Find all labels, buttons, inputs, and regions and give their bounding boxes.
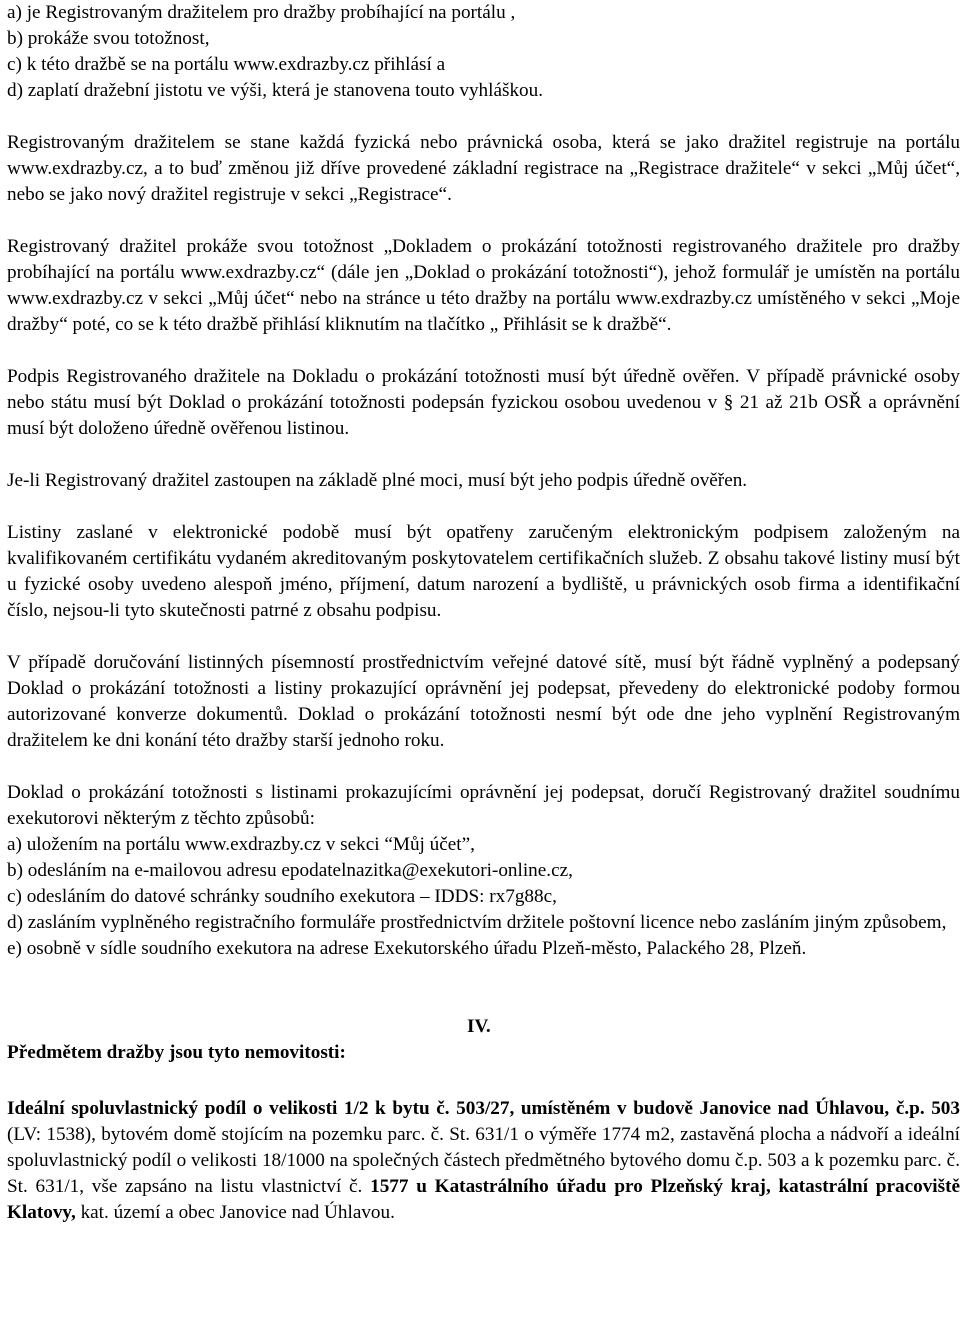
section-header bbox=[7, 1014, 960, 1070]
paragraph-delivery-methods-intro: Doklad o prokázání totožnosti s listinami prokazujícími oprávnění jej podepsat, doručí Registrovaný dražitel soudnímu exekutorovi některým z těchto způsobů: bbox=[7, 782, 960, 829]
property-location: kat. území a obec Janovice nad Úhlavou. bbox=[75, 1202, 395, 1223]
paragraph-electronic-documents: Listiny zaslané v elektronické podobě musí být opatřeny zaručeným elektronickým podpisem založeným na kvalifikovaném certifikátu vydaném akreditovaným poskytovatelem certifikačních služeb. Z obsahu takové listiny musí být u fyzické osoby uvedeno alespoň jméno, příjmení, datum narození a bydliště, u právnických osob firma a identifikační číslo, nejsou-li tyto skutečnosti patrné z obsahu podpisu. bbox=[7, 522, 960, 621]
property-title: Ideální spoluvlastnický podíl o velikosti 1/2 k bytu č. 503/27, umístěném v budově Janovice nad Úhlavou, č.p. 503 bbox=[7, 1098, 960, 1119]
property-cadastre: 1577 u Katastrálního úřadu pro Plzeňský kraj, katastrální pracoviště Klatovy, bbox=[7, 1176, 960, 1223]
list-item: d) zaplatí dražební jistotu ve výši, která je stanovena touto vyhláškou. bbox=[7, 80, 544, 101]
list-item: b) prokáže svou totožnost, bbox=[7, 28, 210, 49]
list-item: a) uložením na portálu www.exdrazby.cz v sekci “Můj účet”, bbox=[7, 834, 475, 855]
list-item: e) osobně v sídle soudního exekutora na adrese Exekutorského úřadu Plzeň-město, Palackého 28, Plzeň. bbox=[7, 938, 807, 959]
list-item: d) zasláním vyplněného registračního formuláře prostřednictvím držitele poštovní licence nebo zasláním jiným způsobem, bbox=[7, 912, 947, 933]
paragraph-signature: Podpis Registrovaného dražitele na Dokladu o prokázání totožnosti musí být úředně ověřen. V případě právnické osoby nebo státu musí být Doklad o prokázání totožnosti podepsán fyzickou osobou uvedenou v § 21 až 21b OSŘ a oprávnění musí být doloženo úředně ověřenou listinou. bbox=[7, 366, 960, 439]
section-heading: Předmětem dražby jsou tyto nemovitosti: bbox=[7, 1042, 346, 1063]
list-item: c) k této dražbě se na portálu www.exdrazby.cz přihlásí a bbox=[7, 54, 446, 75]
section-number: IV. bbox=[467, 1016, 491, 1037]
paragraph-delivery: V případě doručování listinných písemností prostřednictvím veřejné datové sítě, musí být řádně vyplněný a podepsaný Doklad o prokázání totožnosti a listiny prokazující oprávnění jej podepsat, převedeny do elektronické podoby formou autorizované konverze dokumentů. Doklad o prokázání totožnosti nesmí být ode dne jeho vyplnění Registrovaným dražitelem ke dni konání této dražby starší jednoho roku. bbox=[7, 652, 960, 751]
paragraph-property bbox=[7, 1096, 960, 1226]
document-page bbox=[7, 0, 960, 1226]
list-item: a) je Registrovaným dražitelem pro dražby probíhající na portálu , bbox=[7, 2, 516, 23]
conditions-list bbox=[7, 0, 960, 104]
property-description: (LV: 1538), bytovém domě stojícím na pozemku parc. č. St. 631/1 o výměře 1774 m2, zastavěná plocha a nádvoří a ideální spoluvlastnický podíl o velikosti 18/1000 na společných částech předmětného bytového domu č.p. 503 a k pozemku parc. č. St. 631/1, vše zapsáno na listu vlastnictví č. bbox=[7, 1124, 960, 1197]
paragraph-identity: Registrovaný dražitel prokáže svou totožnost „Dokladem o prokázání totožnosti registrovaného dražitele pro dražby probíhající na portálu www.exdrazby.cz“ (dále jen „Doklad o prokázání totožnosti“), jehož formulář je umístěn na portálu www.exdrazby.cz v sekci „Můj účet“ nebo na stránce u této dražby na portálu www.exdrazby.cz umístěného v sekci „Moje dražby“ poté, co se k této dražbě přihlásí kliknutím na tlačítko „ Přihlásit se k dražbě“. bbox=[7, 236, 960, 335]
list-item: b) odesláním na e-mailovou adresu epodatelnazitka@exekutori-online.cz, bbox=[7, 860, 573, 881]
delivery-methods-list bbox=[7, 832, 960, 962]
paragraph-registration: Registrovaným dražitelem se stane každá fyzická nebo právnická osoba, která se jako dražitel registruje na portálu www.exdrazby.cz, a to buď změnou již dříve provedené základní registrace na „Registrace dražitele“ v sekci „Můj účet“, nebo se jako nový dražitel registruje v sekci „Registrace“. bbox=[7, 132, 960, 205]
list-item: c) odesláním do datové schránky soudního exekutora – IDDS: rx7g88c, bbox=[7, 886, 557, 907]
paragraph-power-of-attorney: Je-li Registrovaný dražitel zastoupen na základě plné moci, musí být jeho podpis úředně ověřen. bbox=[7, 470, 748, 491]
